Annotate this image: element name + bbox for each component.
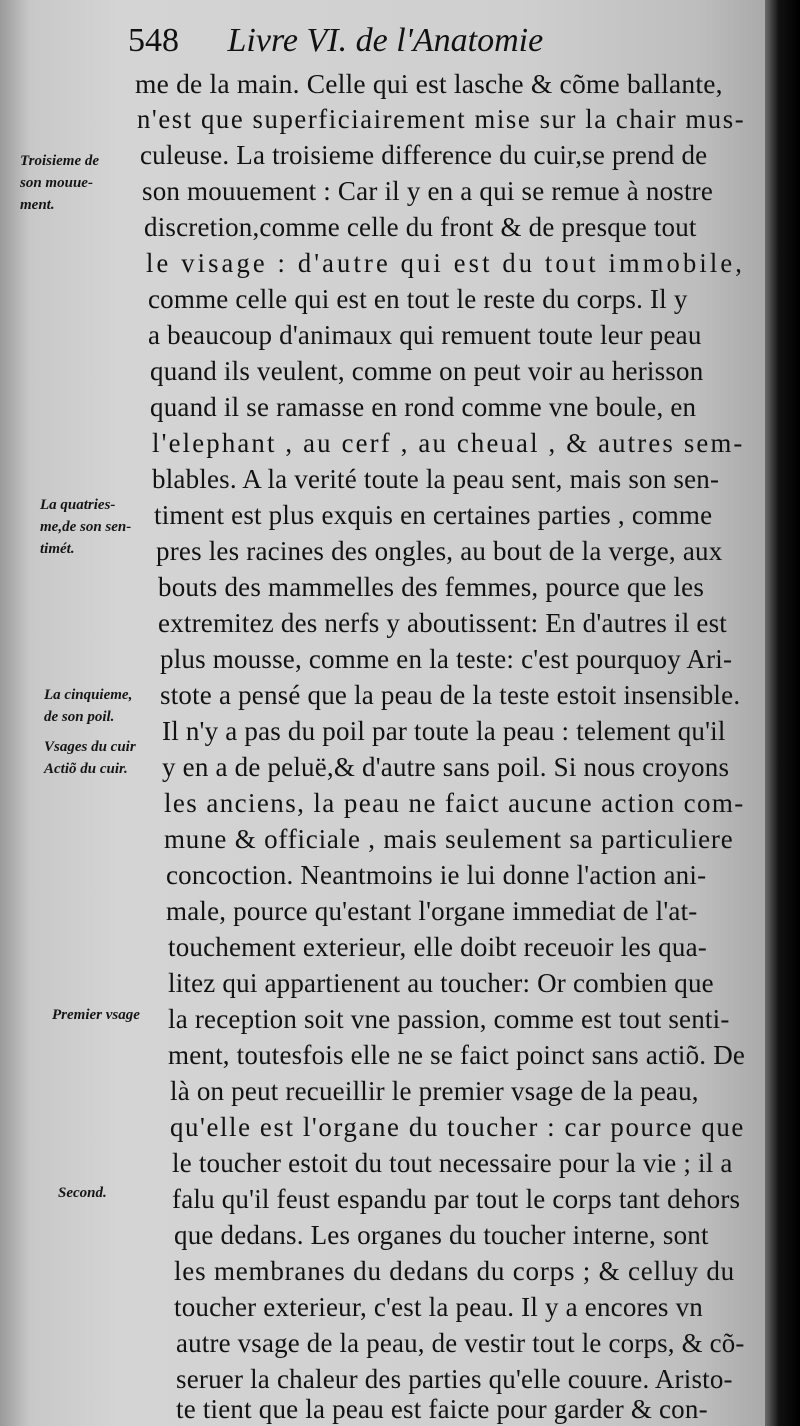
text-line: quand ils veulent, comme on peut voir au herisson: [150, 356, 704, 386]
margin-note-line: son mouue-: [20, 175, 93, 191]
margin-note-line: La quatries-: [40, 497, 116, 513]
text-line: litez qui appartienent au toucher: Or combien que: [168, 968, 714, 998]
text-line: là on peut recueillir le premier vsage de la peau,: [170, 1076, 699, 1106]
text-line: n'est que superficiairement mise sur la chair mus-: [137, 104, 746, 134]
text-line: l'elephant , au cerf , au cheual , & autres sem-: [152, 428, 745, 458]
margin-note-line: Second.: [58, 1185, 107, 1201]
text-line: discretion,comme celle du front & de presque tout: [144, 212, 697, 242]
margin-note-line: Vsages du cuir: [44, 739, 136, 755]
text-line: que dedans. Les organes du toucher interne, sont: [174, 1220, 709, 1250]
margin-note-line: La cinquieme,: [44, 687, 133, 703]
text-line: touchement exterieur, elle doibt receuoir les qua-: [168, 932, 707, 962]
margin-note: [40, 494, 131, 560]
text-line: comme celle qui est en tout le reste du corps. Il y: [148, 284, 688, 314]
text-line: le visage : d'autre qui est du tout immobile,: [146, 248, 746, 278]
text-line: autre vsage de la peau, de vestir tout le corps, & cõ-: [176, 1328, 745, 1358]
margin-note: [20, 150, 99, 216]
text-line: le toucher estoit du tout necessaire pour la vie ; il a: [172, 1148, 733, 1178]
text-line: qu'elle est l'organe du toucher : car pource que: [170, 1112, 745, 1142]
text-line: y en a de peluë,& d'autre sans poil. Si nous croyons: [162, 752, 730, 782]
text-line: pres les racines des ongles, au bout de la verge, aux: [156, 536, 723, 566]
text-line: quand il se ramasse en rond comme vne boule, en: [150, 392, 697, 422]
text-line: son mouuement : Car il y en a qui se remue à nostre: [142, 176, 714, 206]
text-line: Il n'y a pas du poil par toute la peau : telement qu'il: [162, 716, 726, 746]
text-line: seruer la chaleur des parties qu'elle couure. Aristo-: [176, 1364, 733, 1394]
text-line: me de la main. Celle qui est lasche & cõme ballante,: [135, 68, 723, 99]
text-line: bouts des mammelles des femmes, pource que les: [158, 572, 705, 602]
text-line: culeuse. La troisieme difference du cuir,se prend de: [140, 140, 708, 170]
margin-note-line: me,de son sen-: [40, 519, 132, 535]
text-line: male, pource qu'estant l'organe immediat de l'at-: [166, 896, 698, 926]
text-line: les anciens, la peau ne faict aucune action com-: [164, 788, 745, 818]
page-edge-shadow: [765, 0, 800, 1426]
margin-note: [44, 684, 132, 728]
margin-note-line: Premier vsage: [52, 1007, 140, 1023]
margin-note: [52, 1004, 140, 1026]
text-line: les membranes du dedans du corps ; & celluy du: [174, 1256, 735, 1286]
text-line: plus mousse, comme en la teste: c'est pourquoy Ari-: [160, 644, 733, 674]
text-line: timent est plus exquis en certaines parties , comme: [154, 500, 713, 530]
margin-note-line: de son poil.: [44, 709, 115, 725]
text-line: a beaucoup d'animaux qui remuent toute leur peau: [148, 320, 702, 350]
margin-note: [44, 736, 136, 780]
text-line: ment, toutesfois elle ne se faict poinct sans actiõ. De: [168, 1040, 746, 1070]
margin-note-line: Actiõ du cuir.: [44, 761, 128, 777]
margin-note-line: ment.: [20, 197, 55, 213]
text-line: falu qu'il feust espandu par tout le corps tant dehors: [172, 1184, 741, 1214]
text-line: concoction. Neantmoins ie lui donne l'action ani-: [166, 860, 707, 890]
margin-note: [58, 1182, 107, 1204]
margin-note-line: timét.: [40, 541, 75, 557]
text-line: la reception soit vne passion, comme est tout senti-: [168, 1004, 730, 1034]
text-line: stote a pensé que la peau de la teste estoit insensible.: [160, 680, 741, 710]
margin-note-line: Troisieme de: [20, 153, 100, 169]
text-line: blables. A la verité toute la peau sent, mais son sen-: [152, 464, 720, 494]
text-line: toucher exterieur, c'est la peau. Il y a encores vn: [174, 1292, 703, 1322]
text-line: extremitez des nerfs y aboutissent: En d'autres il est: [158, 608, 728, 638]
page-number: 548: [128, 22, 179, 59]
text-line: mune & officiale , mais seulement sa particuliere: [164, 824, 734, 854]
text-line: te tient que la peau est faicte pour garder & con-: [176, 1394, 708, 1424]
running-title: Livre VI. de l'Anatomie: [227, 22, 544, 59]
running-header: [128, 22, 543, 60]
